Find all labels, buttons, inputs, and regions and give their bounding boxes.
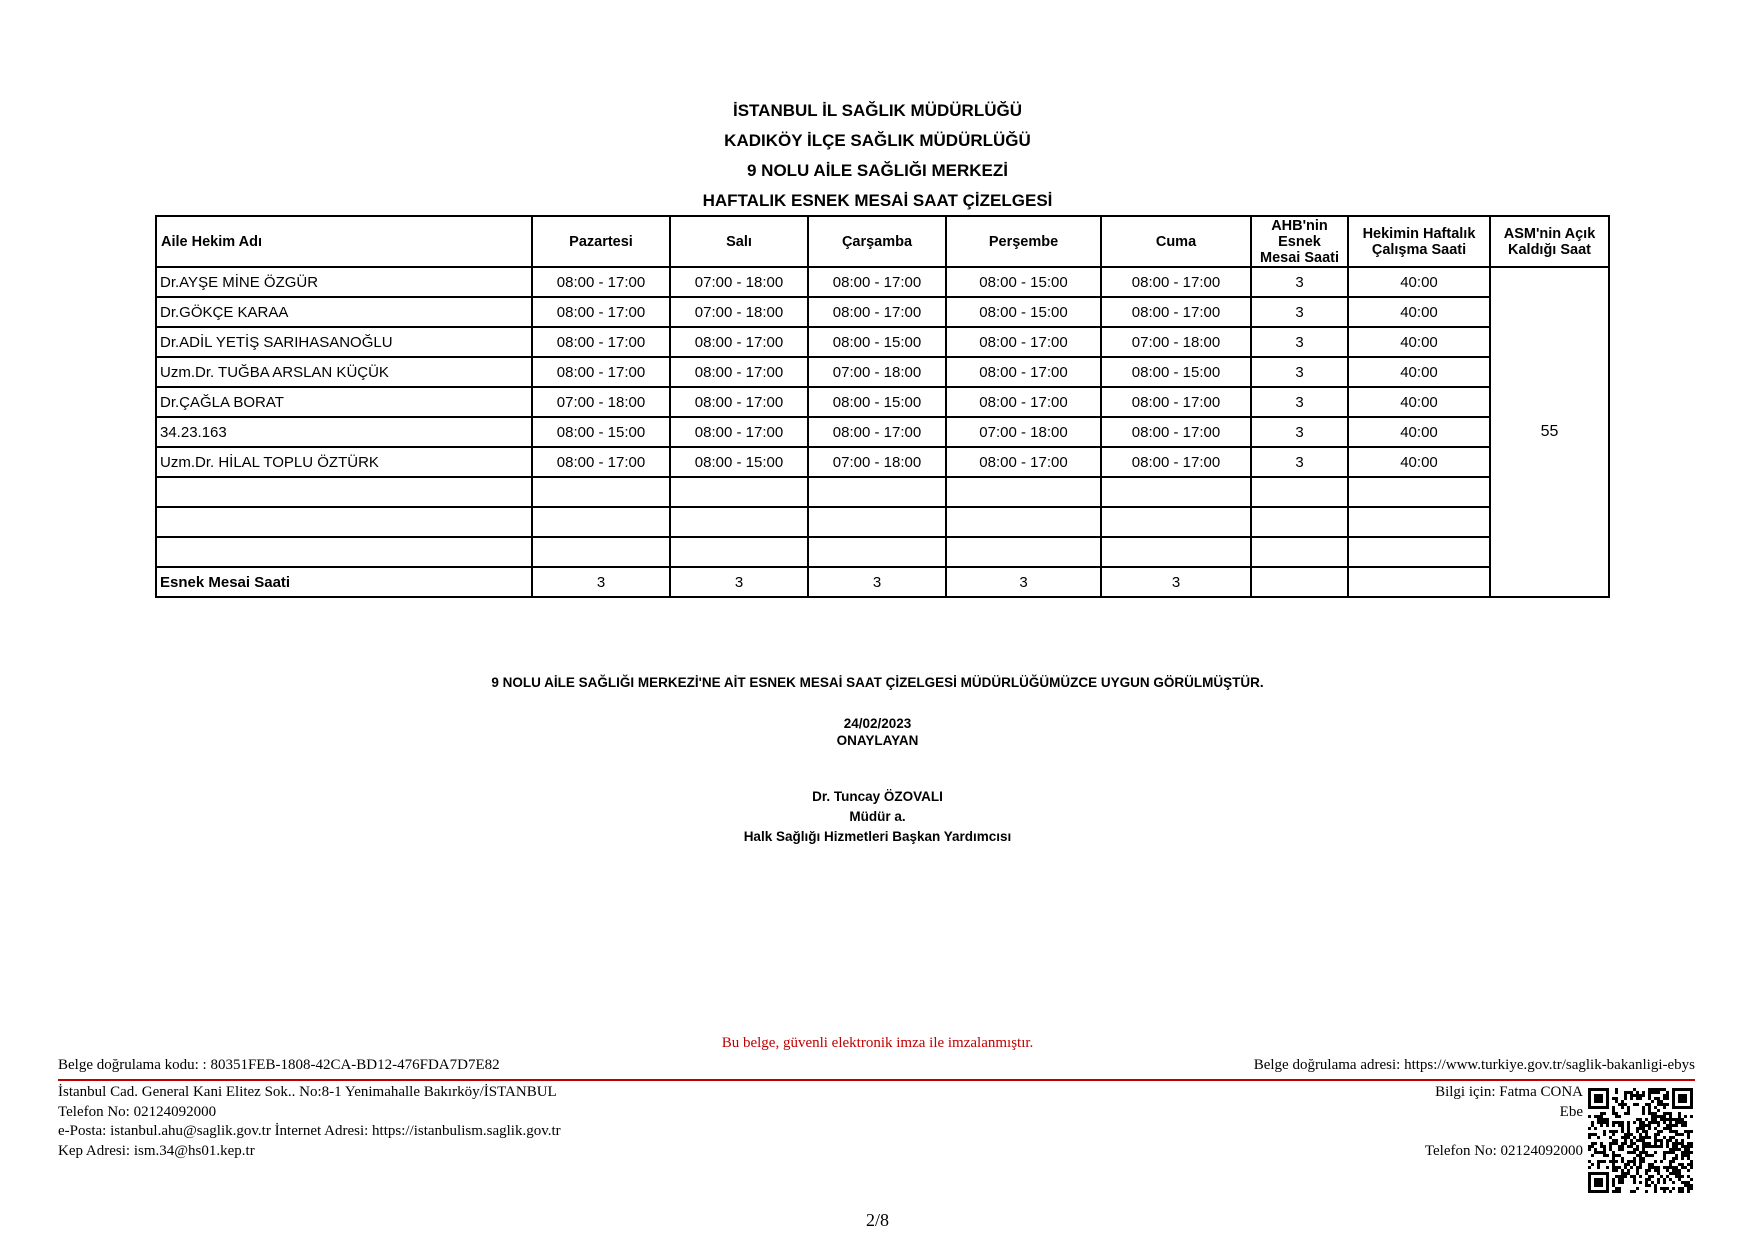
info-phone: Telefon No: 02124092000 [1424, 1142, 1583, 1159]
total-friday: 3 [1101, 567, 1251, 597]
qr-code [1588, 1088, 1693, 1193]
table-row [156, 447, 1609, 477]
info-role: Ebe [1559, 1103, 1583, 1120]
empty-cell [156, 537, 532, 567]
verify-address: Belge doğrulama adresi: https://www.turkiye.gov.tr/saglik-bakanligi-ebys [1253, 1057, 1695, 1073]
header-center: 9 NOLU AİLE SAĞLIĞI MERKEZİ [747, 161, 1008, 180]
tuesday-hours: 08:00 - 17:00 [670, 357, 808, 387]
esign-notice: Bu belge, güvenli elektronik imza ile imzalanmıştır. [721, 1035, 1034, 1051]
page-number: 2/8 [865, 1210, 889, 1230]
ahb-flex-hours: 3 [1251, 357, 1348, 387]
monday-hours: 08:00 - 17:00 [532, 327, 670, 357]
empty-cell [1348, 537, 1490, 567]
empty-cell [1251, 507, 1348, 537]
col-header-weekly [1348, 216, 1490, 267]
empty-cell [1101, 537, 1251, 567]
header-title: HAFTALIK ESNEK MESAİ SAAT ÇİZELGESİ [702, 191, 1053, 210]
total-tuesday: 3 [670, 567, 808, 597]
monday-hours: 08:00 - 17:00 [532, 267, 670, 297]
ahb-flex-hours: 3 [1251, 387, 1348, 417]
col-header-name: Aile Hekim Adı [156, 216, 532, 267]
wednesday-hours: 08:00 - 17:00 [808, 417, 946, 447]
tuesday-hours: 08:00 - 17:00 [670, 327, 808, 357]
empty-cell [156, 477, 532, 507]
empty-cell [1251, 567, 1348, 597]
empty-cell [670, 537, 808, 567]
empty-cell [532, 477, 670, 507]
friday-hours: 08:00 - 17:00 [1101, 387, 1251, 417]
weekly-hours: 40:00 [1348, 327, 1490, 357]
empty-cell [670, 507, 808, 537]
empty-cell [946, 507, 1101, 537]
doctor-name: Dr.GÖKÇE KARAA [156, 297, 532, 327]
wednesday-hours: 08:00 - 15:00 [808, 387, 946, 417]
info-block [1425, 1083, 1583, 1161]
thursday-hours: 08:00 - 17:00 [946, 447, 1101, 477]
address: İstanbul Cad. General Kani Elitez Sok.. No:8-1 Yenimahalle Bakırköy/İSTANBUL [58, 1084, 557, 1100]
empty-row [156, 477, 1609, 507]
schedule-table [155, 215, 1610, 598]
thursday-hours: 08:00 - 17:00 [946, 357, 1101, 387]
doctor-name: Uzm.Dr. TUĞBA ARSLAN KÜÇÜK [156, 357, 532, 387]
empty-cell [946, 477, 1101, 507]
empty-cell [1348, 567, 1490, 597]
empty-cell [1251, 477, 1348, 507]
thursday-hours: 07:00 - 18:00 [946, 417, 1101, 447]
empty-cell [808, 477, 946, 507]
kep-address: Kep Adresi: ism.34@hs01.kep.tr [58, 1142, 255, 1159]
footer-divider [58, 1079, 1695, 1081]
info-spacer [1425, 1122, 1583, 1142]
empty-cell [1348, 507, 1490, 537]
wednesday-hours: 07:00 - 18:00 [808, 357, 946, 387]
signer-name: Dr. Tuncay ÖZOVALI [812, 789, 943, 804]
total-wednesday: 3 [808, 567, 946, 597]
monday-hours: 08:00 - 17:00 [532, 447, 670, 477]
empty-cell [808, 537, 946, 567]
table-row [156, 417, 1609, 447]
tuesday-hours: 08:00 - 17:00 [670, 417, 808, 447]
asm-line-1: ASM'nin Açık [1503, 225, 1596, 242]
tuesday-hours: 07:00 - 18:00 [670, 297, 808, 327]
empty-cell [946, 537, 1101, 567]
signer-title: Halk Sağlığı Hizmetleri Başkan Yardımcısı [743, 829, 1012, 844]
ahb-line-1: AHB'nin [1271, 217, 1328, 234]
empty-cell [1251, 537, 1348, 567]
total-row [156, 567, 1609, 597]
info-contact: Bilgi için: Fatma CONA [1435, 1084, 1583, 1100]
contact-block [58, 1083, 561, 1161]
col-header-asm [1490, 216, 1609, 267]
empty-cell [808, 507, 946, 537]
table-row [156, 267, 1609, 297]
table-row [156, 297, 1609, 327]
ahb-line-2: Esnek [1278, 233, 1321, 250]
monday-hours: 08:00 - 15:00 [532, 417, 670, 447]
table-row [156, 357, 1609, 387]
weekly-hours: 40:00 [1348, 417, 1490, 447]
table-row [156, 327, 1609, 357]
email-web: e-Posta: istanbul.ahu@saglik.gov.tr İnternet Adresi: https://istanbulism.saglik.gov.tr [58, 1123, 561, 1139]
wednesday-hours: 08:00 - 17:00 [808, 267, 946, 297]
wednesday-hours: 07:00 - 18:00 [808, 447, 946, 477]
weekly-hours: 40:00 [1348, 297, 1490, 327]
table-header-row [156, 216, 1609, 267]
wednesday-hours: 08:00 - 17:00 [808, 297, 946, 327]
tuesday-hours: 08:00 - 15:00 [670, 447, 808, 477]
monday-hours: 07:00 - 18:00 [532, 387, 670, 417]
signer-role: Müdür a. [849, 809, 906, 824]
friday-hours: 08:00 - 17:00 [1101, 267, 1251, 297]
thursday-hours: 08:00 - 17:00 [946, 387, 1101, 417]
ahb-flex-hours: 3 [1251, 267, 1348, 297]
weekly-hours: 40:00 [1348, 267, 1490, 297]
approval-statement: 9 NOLU AİLE SAĞLIĞI MERKEZİ'NE AİT ESNEK MESAİ SAAT ÇİZELGESİ MÜDÜRLÜĞÜMÜZCE UYGUN GÖRÜLMÜŞTÜR. [491, 675, 1264, 690]
weekly-hours: 40:00 [1348, 387, 1490, 417]
empty-cell [532, 507, 670, 537]
ahb-flex-hours: 3 [1251, 297, 1348, 327]
wednesday-hours: 08:00 - 15:00 [808, 327, 946, 357]
doctor-name: Dr.AYŞE MİNE ÖZGÜR [156, 267, 532, 297]
total-thursday: 3 [946, 567, 1101, 597]
doctor-name: Uzm.Dr. HİLAL TOPLU ÖZTÜRK [156, 447, 532, 477]
empty-row [156, 507, 1609, 537]
header-district: KADIKÖY İLÇE SAĞLIK MÜDÜRLÜĞÜ [724, 131, 1031, 150]
empty-cell [1348, 477, 1490, 507]
document-header [0, 96, 1755, 216]
thursday-hours: 08:00 - 15:00 [946, 267, 1101, 297]
friday-hours: 08:00 - 17:00 [1101, 417, 1251, 447]
empty-cell [1101, 507, 1251, 537]
doctor-name: 34.23.163 [156, 417, 532, 447]
friday-hours: 08:00 - 17:00 [1101, 447, 1251, 477]
col-header-thursday: Perşembe [946, 216, 1101, 267]
ahb-flex-hours: 3 [1251, 417, 1348, 447]
thursday-hours: 08:00 - 17:00 [946, 327, 1101, 357]
empty-cell [156, 507, 532, 537]
doctor-name: Dr.ÇAĞLA BORAT [156, 387, 532, 417]
ahb-flex-hours: 3 [1251, 327, 1348, 357]
empty-cell [532, 537, 670, 567]
monday-hours: 08:00 - 17:00 [532, 297, 670, 327]
approval-label: ONAYLAYAN [836, 733, 919, 748]
friday-hours: 08:00 - 17:00 [1101, 297, 1251, 327]
tuesday-hours: 07:00 - 18:00 [670, 267, 808, 297]
total-label: Esnek Mesai Saati [156, 567, 532, 597]
weekly-line-1: Hekimin Haftalık [1362, 225, 1476, 242]
ahb-line-3: Mesai Saati [1260, 249, 1339, 266]
doctor-name: Dr.ADİL YETİŞ SARIHASANOĞLU [156, 327, 532, 357]
empty-cell [670, 477, 808, 507]
tuesday-hours: 08:00 - 17:00 [670, 387, 808, 417]
col-header-wednesday: Çarşamba [808, 216, 946, 267]
phone: Telefon No: 02124092000 [58, 1103, 217, 1120]
approval-date: 24/02/2023 [843, 716, 912, 731]
weekly-hours: 40:00 [1348, 447, 1490, 477]
friday-hours: 08:00 - 15:00 [1101, 357, 1251, 387]
empty-row [156, 537, 1609, 567]
col-header-tuesday: Salı [670, 216, 808, 267]
asm-open-hours: 55 [1490, 267, 1609, 597]
col-header-friday: Cuma [1101, 216, 1251, 267]
table-row [156, 387, 1609, 417]
thursday-hours: 08:00 - 15:00 [946, 297, 1101, 327]
verify-code: Belge doğrulama kodu: : 80351FEB-1808-42CA-BD12-476FDA7D7E82 [58, 1057, 500, 1073]
empty-cell [1101, 477, 1251, 507]
header-province: İSTANBUL İL SAĞLIK MÜDÜRLÜĞÜ [733, 101, 1022, 120]
col-header-monday: Pazartesi [532, 216, 670, 267]
asm-line-2: Kaldığı Saat [1508, 241, 1591, 258]
ahb-flex-hours: 3 [1251, 447, 1348, 477]
col-header-ahb [1251, 216, 1348, 267]
friday-hours: 07:00 - 18:00 [1101, 327, 1251, 357]
total-monday: 3 [532, 567, 670, 597]
weekly-hours: 40:00 [1348, 357, 1490, 387]
monday-hours: 08:00 - 17:00 [532, 357, 670, 387]
weekly-line-2: Çalışma Saati [1371, 241, 1467, 258]
